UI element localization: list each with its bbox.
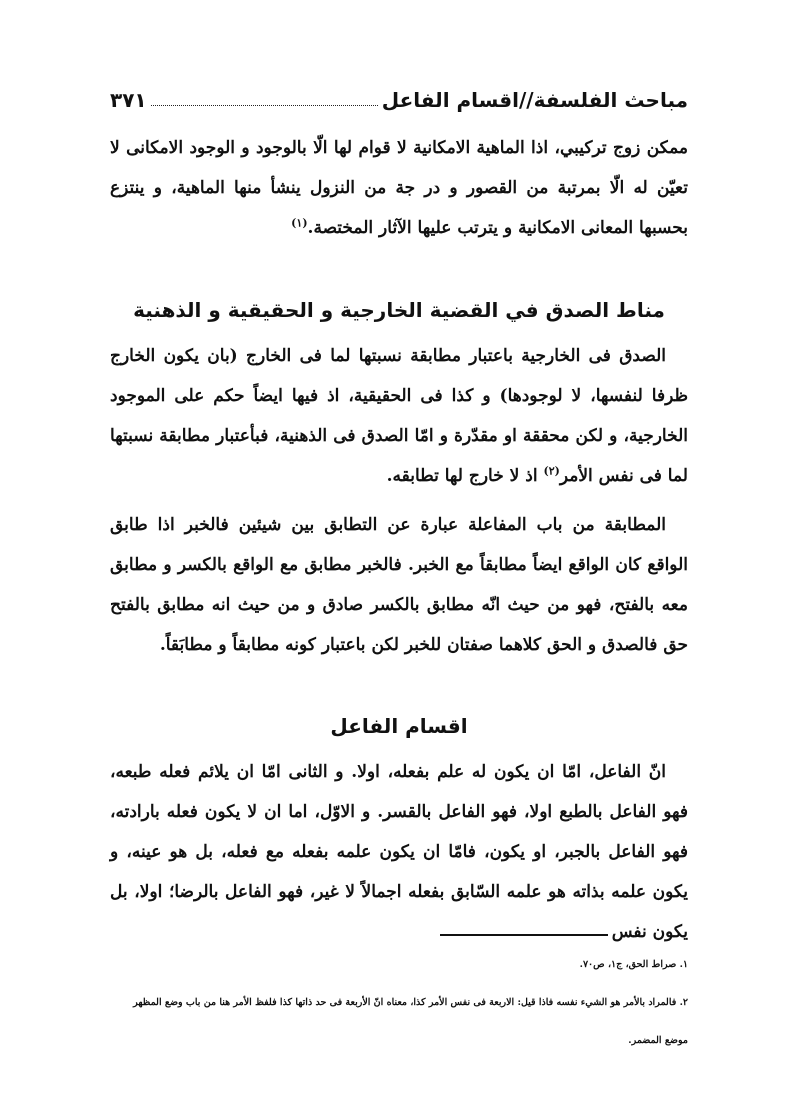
section-heading-agent-types: اقسام الفاعل <box>330 714 468 738</box>
section1-paragraph-1 <box>110 336 688 496</box>
section-heading-truth-criterion: مناط الصدق في القضية الخارجية و الحقيقية و الذهنية <box>133 298 665 322</box>
footnote-divider <box>440 934 608 936</box>
header-dot-leader <box>151 105 378 106</box>
section1-paragraph-1-text: الصدق فى الخارجية باعتبار مطابقة نسبتها لما فى الخارج (بان يكون الخارج ظرفا لنفسها، لا لوجودها) و كذا فى الحقيقية، اذ فيها ايضاً حكم على الموجود الخارجية، و لكن محققة او مقدّرة و امّا الصدق فى الذهنية، فبأعتبار مطابقة نسبتها لما فى نفس الأمر <box>110 346 688 486</box>
page-number: ٣٧١ <box>110 88 147 112</box>
running-header <box>110 78 688 112</box>
footnote-1: ١. صراط الحق، ج١، ص٧٠. <box>579 959 688 970</box>
intro-paragraph <box>110 128 688 248</box>
section1-paragraph-1-tail: اذ لا خارج لها تطابقه. <box>386 466 544 486</box>
footnote-ref-2: (٢) <box>543 464 560 478</box>
footnote-ref-1: (١) <box>291 216 308 230</box>
running-header-title: مباحث الفلسفة//اقسام الفاعل <box>381 88 688 112</box>
section2-paragraph-1: انّ الفاعل، امّا ان يكون له علم بفعله، اولا. و الثانى امّا ان يلائم فعله طبعه، فهو الفاعل بالطبع اولا، فهو الفاعل بالقسر. و الاوّل، اما ان لا يكون فعله بارادته، فهو الفاعل بالجبر، او يكون، فامّا ان يكون علمه بفعله مع فعله، بل هو عينه، و يكون علمه بذاته هو علمه السّابق بفعله اجمالاً لا غير، فهو الفاعل بالرضا؛ اولا، بل يكون نفس <box>110 762 688 942</box>
intro-paragraph-text: ممكن زوج تركيبي، اذا الماهية الامكانية لا قوام لها الّا بالوجود و الوجود الامكانى لا تعيّن له الّا بمرتبة من القصور و در جة من النزول ينشأ منها الماهية، و ينتزع بحسبها المعانى الامكانية و يترتب عليها الآثار المختصة. <box>110 138 688 238</box>
footnote-2: ٢. فالمراد بالأمر هو الشيء نفسه فاذا قيل: الاربعة فى نفس الأمر كذا، معناه انّ الأربعة فى حد ذاتها كذا فلفظ الأمر هنا من باب وضع المظهر موضع المضمر. <box>133 997 688 1046</box>
section1-paragraph-2: المطابقة من باب المفاعلة عبارة عن التطابق بين شيئين فالخبر اذا طابق الواقع كان الواقع ايضاً مطابقاً مع الخبر. فالخبر مطابق مع الواقع بالكسر و مطابق معه بالفتح، فهو من حيث انّه مطابق بالكسر صادق و من حيث انه مطابق بالفتح حق فالصدق و الحق كلاهما صفتان للخبر لكن باعتبار كونه مطابقاً و مطابَقاً. <box>110 515 688 655</box>
